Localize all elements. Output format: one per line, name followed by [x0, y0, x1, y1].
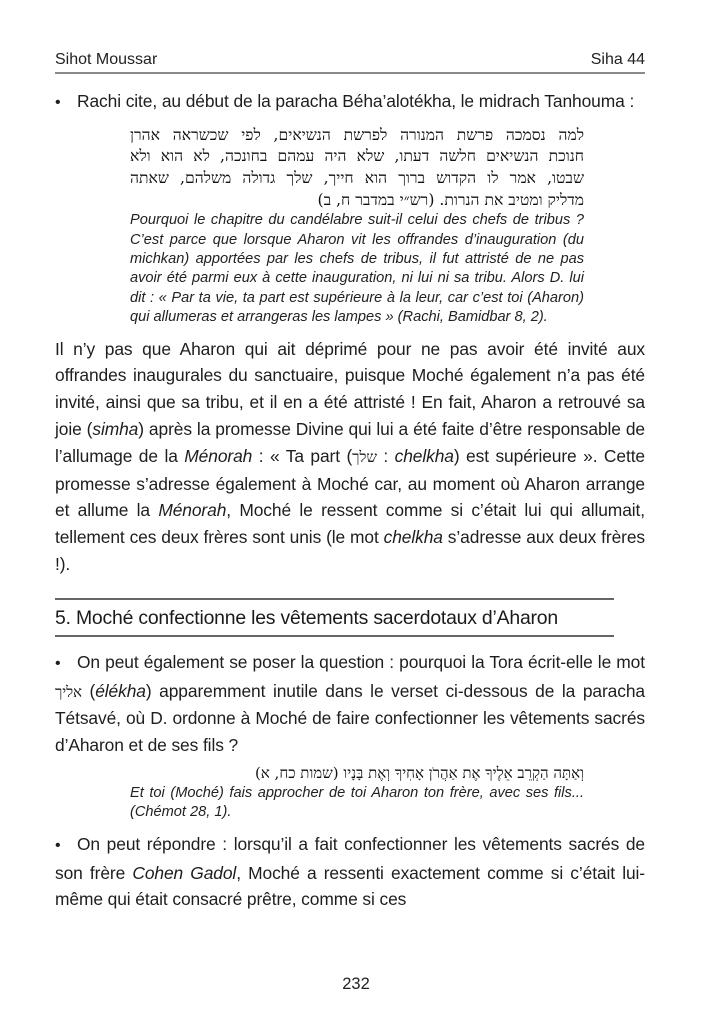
term-elekha: élékha: [95, 680, 146, 701]
rachi-intro-paragraph: • Rachi cite, au début de la paracha Béha’alotékha, le midrach Tanhouma :: [55, 88, 645, 117]
hebrew-midrash-quote: [130, 125, 584, 211]
hebrew-line: מדליק ומטיב את הנרות. (רש״י במדבר ח, ב): [317, 190, 584, 209]
term-menorah: Ménorah: [184, 445, 253, 466]
running-header: [55, 47, 645, 74]
answer-paragraph: • On peut répondre : lorsqu’il a fait confectionner les vêtements sacrés de son frère Cohen Gadol, Moché a ressenti exactement comme si c’était lui-même qui était consacré prêtre, comme si ces: [55, 831, 645, 913]
question-paragraph: • On peut également se poser la question : pourquoi la Tora écrit-elle le mot אליך (élékha) apparemment inutile dans le verset ci-dessous de la paracha Tétsavé, où D. ordonne à Moché de faire confectionner les vêtements sacrés d’Aharon et de ses fils ?: [55, 649, 645, 759]
term-simha: simha: [92, 419, 139, 439]
section-heading: 5. Moché confectionne les vêtements sacerdotaux d’Aharon: [55, 598, 614, 637]
hebrew-verse-quote: וְאַתָּה הַקְרֵב אֵלֶיךָ אֶת אַהֲרֹן אָחִיךָ וְאֶת בָּנָיו (שמות כח, א): [254, 763, 584, 782]
hebrew-line: חנוכת הנשיאים חלשה דעתו, שלא היה עמהם בחונכה, לא הוא ולא: [130, 147, 584, 166]
book-title: Sihot Moussar: [55, 51, 158, 68]
term-chelkha: chelkha: [394, 445, 454, 466]
hebrew-line: למה נסמכה פרשת המנורה לפרשת הנשיאים, לפי שכשראה אהרן: [130, 125, 584, 144]
term-menorah: Ménorah: [158, 500, 227, 521]
chapter-label: Siha 44: [590, 51, 645, 68]
page-content: [55, 88, 645, 913]
hebrew-word-chelkha: שלך: [352, 447, 377, 466]
body-paragraph-aharon-joy: Il n’y pas que Aharon qui ait déprimé pour ne pas avoir été invité aux offrandes inaugurales du sanctuaire, puisque Moché également n’a pas été invité, ainsi que sa tribu, et il en a été attristé ! En fait, Aharon a retrouvé sa joie (simha) après la promesse Divine qui lui a été faite d’être responsable de l’allumage de la Ménorah : « Ta part (שלך : chelkha) est supérieure ». Cette promesse s’adresse également à Moché car, au moment où Aharon arrange et allume la Ménorah, Moché le ressent comme si c’était lui qui allumait, tellement ces deux frères sont unis (le mot chelkha s’adresse aux deux frères !).: [55, 338, 645, 574]
page-number: 232: [342, 975, 370, 993]
hebrew-line: שבטו, אמר לו הקדוש ברוך הוא חייך, שלך גדולה משלהם, שאתה: [130, 168, 584, 187]
term-chelkha: chelkha: [383, 527, 443, 548]
verse-translation: Et toi (Moché) fais approcher de toi Aharon ton frère, avec ses fils... (Chémot 28, 1).: [130, 784, 584, 821]
hebrew-word-elekha: אליך: [55, 682, 82, 701]
midrash-translation: Pourquoi le chapitre du candélabre suit-il celui des chefs de tribus ? C’est parce que lorsque Aharon vit les offrandes d’inauguration (du michkan) apportées par les chefs de tribus, il fut attristé de ne pas avoir été parmi eux à cette inauguration, ni lui ni sa tribu. Alors D. lui dit : « Par ta vie, ta part est supérieure à la leur, car c’est toi (Aharon) qui allumeras et arrangeras les lampes » (Rachi, Bamidbar 8, 2).: [130, 212, 584, 326]
term-cohen-gadol: Cohen Gadol: [132, 862, 237, 883]
